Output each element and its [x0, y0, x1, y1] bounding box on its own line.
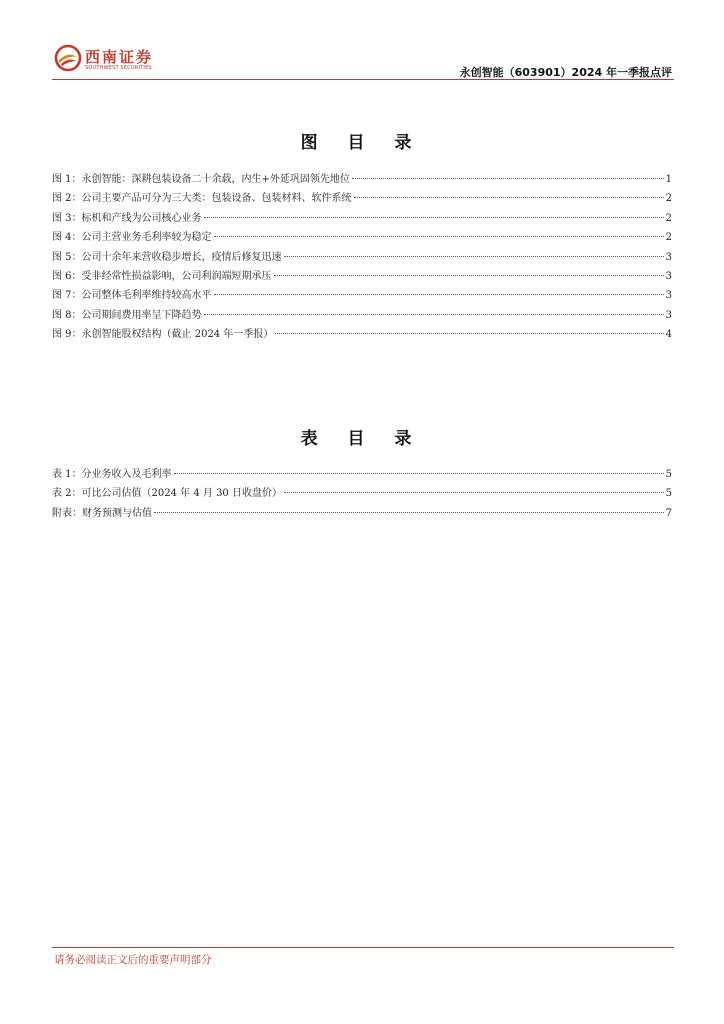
logo-emblem-icon — [54, 44, 82, 72]
figure-index-entry[interactable] — [52, 325, 672, 344]
table-index-entry[interactable] — [52, 484, 672, 503]
dot-leader — [284, 492, 664, 493]
figure-index-entry[interactable] — [52, 209, 672, 228]
toc-page-number[interactable]: 3 — [665, 290, 672, 302]
figure-index-entry[interactable] — [52, 189, 672, 208]
page-header — [0, 0, 724, 82]
dot-leader — [204, 217, 664, 218]
figure-index-entry[interactable] — [52, 228, 672, 247]
figure-index-entry[interactable] — [52, 286, 672, 305]
toc-entry-label[interactable]: 图 4：公司主营业务毛利率较为稳定 — [52, 232, 212, 244]
toc-page-number[interactable]: 2 — [665, 193, 672, 205]
toc-page-number[interactable]: 2 — [665, 212, 672, 224]
toc-page-number[interactable]: 5 — [665, 488, 672, 500]
dot-leader — [174, 473, 664, 474]
report-title: 永创智能（603901）2024 年一季报点评 — [459, 66, 672, 79]
dot-leader — [154, 512, 664, 513]
figure-index-entry[interactable] — [52, 306, 672, 325]
toc-page-number[interactable]: 7 — [665, 507, 672, 519]
dot-leader — [275, 333, 663, 334]
company-logo — [54, 44, 164, 74]
footer-divider — [52, 947, 674, 948]
dot-leader — [284, 256, 664, 257]
table-index-entry[interactable] — [52, 504, 672, 523]
disclaimer-notice: 请务必阅读正文后的重要声明部分 — [54, 954, 212, 966]
dot-leader — [214, 294, 664, 295]
toc-page-number[interactable]: 3 — [665, 309, 672, 321]
toc-page-number[interactable]: 2 — [665, 232, 672, 244]
figure-index-title: 图 目 录 — [300, 133, 424, 153]
figure-index-entry[interactable] — [52, 170, 672, 189]
dot-leader — [354, 197, 664, 198]
toc-entry-label[interactable]: 图 6：受非经常性损益影响，公司利润端短期承压 — [52, 270, 272, 282]
dot-leader — [352, 178, 664, 179]
table-index-list — [52, 465, 672, 523]
table-index-entry[interactable] — [52, 465, 672, 484]
toc-entry-label[interactable]: 图 2：公司主要产品可分为三大类：包装设备、包装材料、软件系统 — [52, 193, 352, 205]
toc-entry-label[interactable]: 表 2：可比公司估值（2024 年 4 月 30 日收盘价） — [52, 488, 282, 500]
toc-entry-label[interactable]: 图 3：标机和产线为公司核心业务 — [52, 212, 202, 224]
toc-page-number[interactable]: 4 — [665, 329, 672, 341]
toc-entry-label[interactable]: 图 1：永创智能：深耕包装设备二十余载，内生+外延巩固领先地位 — [52, 174, 350, 185]
toc-entry-label[interactable]: 图 5：公司十余年来营收稳步增长，疫情后修复迅速 — [52, 251, 282, 263]
logo-text-cn: 西南证券 — [85, 48, 154, 66]
toc-entry-label[interactable]: 附表：财务预测与估值 — [52, 507, 152, 519]
figure-index-entry[interactable] — [52, 248, 672, 267]
figure-index-entry[interactable] — [52, 267, 672, 286]
figure-index-list — [52, 170, 672, 345]
logo-text-en: SOUTHWEST SECURITIES — [85, 65, 152, 71]
dot-leader — [274, 275, 664, 276]
toc-entry-label[interactable]: 图 7：公司整体毛利率维持较高水平 — [52, 290, 212, 302]
toc-entry-label[interactable]: 图 8：公司期间费用率呈下降趋势 — [52, 309, 202, 321]
dot-leader — [204, 314, 664, 315]
toc-page-number[interactable]: 3 — [665, 251, 672, 263]
dot-leader — [214, 236, 664, 237]
toc-page-number[interactable]: 3 — [665, 270, 672, 282]
toc-page-number[interactable]: 5 — [665, 469, 672, 480]
toc-page-number[interactable]: 1 — [665, 174, 672, 185]
header-divider — [52, 79, 674, 80]
toc-entry-label[interactable]: 表 1：分业务收入及毛利率 — [52, 469, 172, 480]
toc-entry-label[interactable]: 图 9：永创智能股权结构（截止 2024 年一季报） — [52, 329, 274, 341]
table-index-title: 表 目 录 — [300, 429, 424, 449]
